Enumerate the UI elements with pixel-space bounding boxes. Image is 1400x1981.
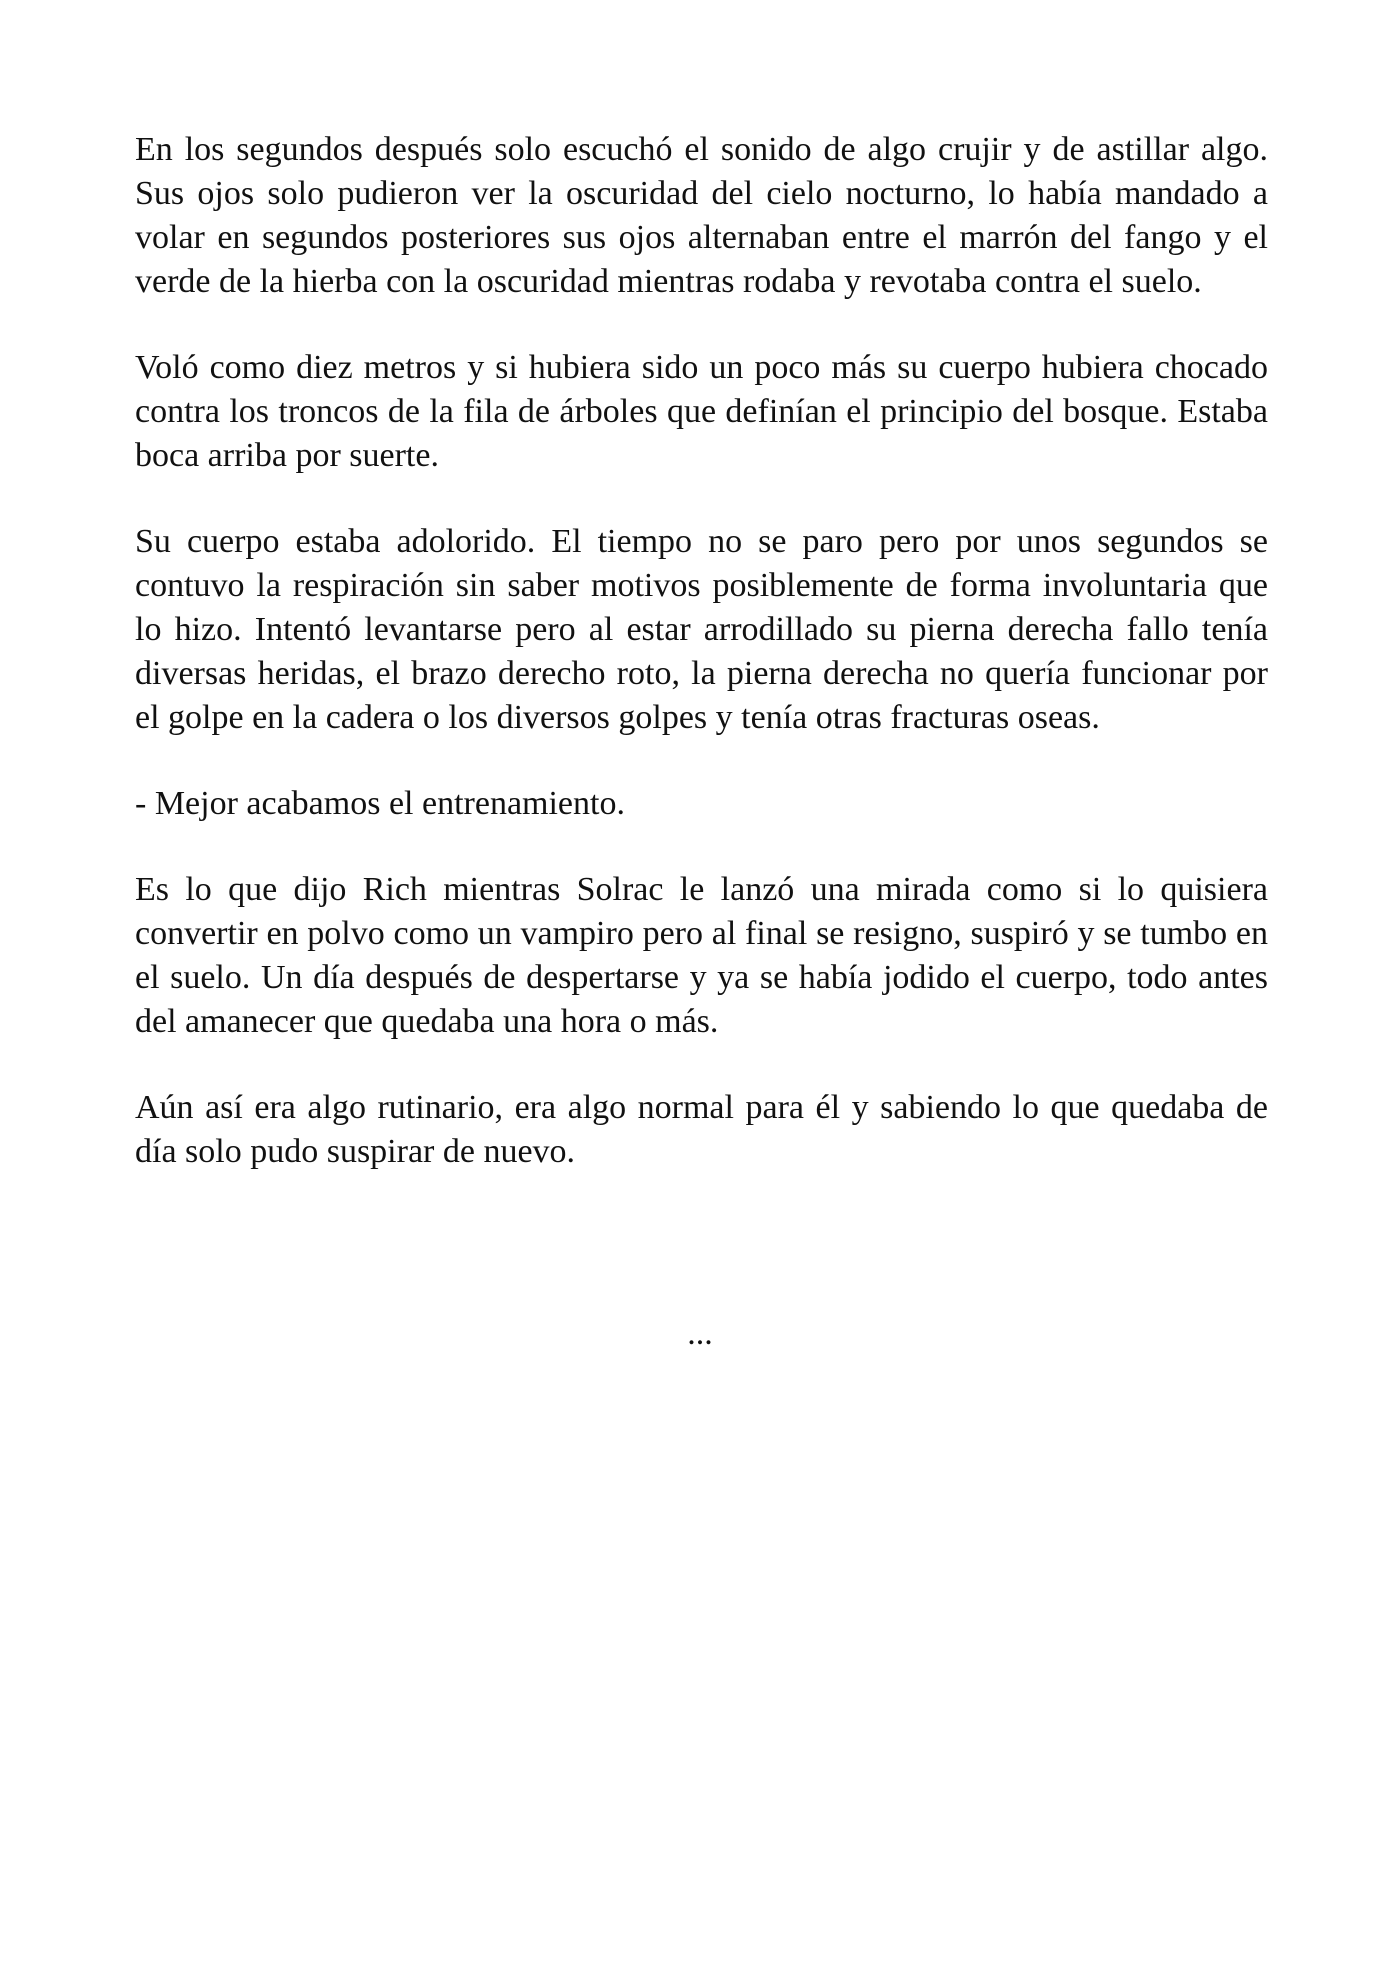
paragraph-3: Su cuerpo estaba adolorido. El tiempo no se paro pero por unos segundos se contuvo la respiración sin saber motivos posiblemente de forma involuntaria que lo hizo. Intentó levantarse pero al estar arrodillado su pierna derecha fallo tenía diversas heridas, el brazo derecho roto, la pierna derecha no quería funcionar por el golpe en la cadera o los diversos golpes y tenía otras fracturas oseas. — [135, 523, 1268, 736]
paragraph-6: Aún así era algo rutinario, era algo normal para él y sabiendo lo que quedaba de día solo pudo suspirar de nuevo. — [135, 1089, 1268, 1170]
section-separator: ... — [687, 1315, 713, 1352]
body-text — [135, 128, 1268, 1174]
paragraph-5: Es lo que dijo Rich mientras Solrac le lanzó una mirada como si lo quisiera convertir en polvo como un vampiro pero al final se resigno, suspiró y se tumbo en el suelo. Un día después de despertarse y ya se había jodido el cuerpo, todo antes del amanecer que quedaba una hora o más. — [135, 871, 1268, 1040]
paragraph-1: En los segundos después solo escuchó el sonido de algo crujir y de astillar algo. Sus ojos solo pudieron ver la oscuridad del cielo nocturno, lo había mandado a volar en segundos posteriores sus ojos alternaban entre el marrón del fango y el verde de la hierba con la oscuridad mientras rodaba y revotaba contra el suelo. — [135, 131, 1268, 300]
dialogue-line: - Mejor acabamos el entrenamiento. — [135, 785, 625, 822]
paragraph-2: Voló como diez metros y si hubiera sido un poco más su cuerpo hubiera chocado contra los troncos de la fila de árboles que definían el principio del bosque. Estaba boca arriba por suerte. — [135, 349, 1268, 474]
